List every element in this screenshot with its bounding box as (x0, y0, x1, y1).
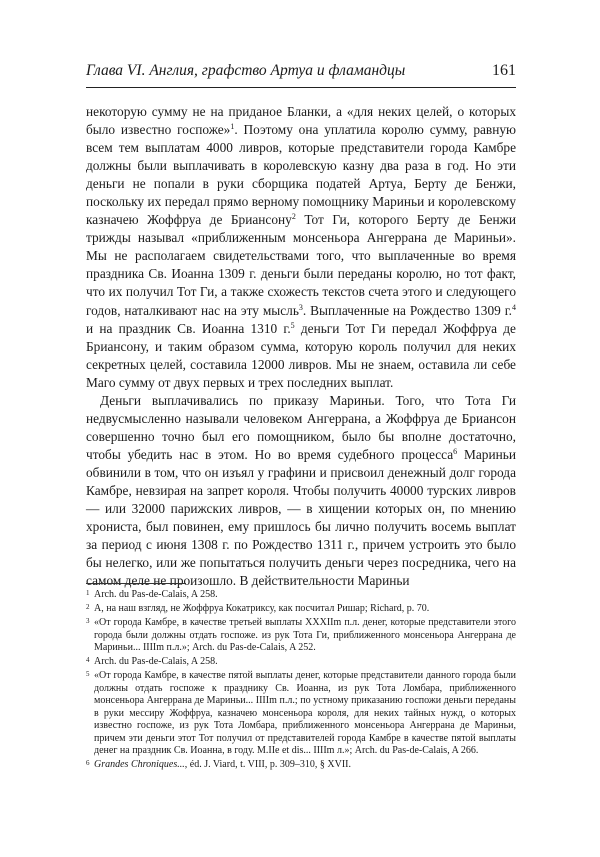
footnote-text: «От города Камбре, в качестве третьей выплаты XXXIIm п.л. денег, которые представители этого города были должны отдать госпоже. из рук Тота Ги, приближенного монсеньора Ангеррана де Мариньи... IIIIm п.л.»; Arch. du Pas-de-Calais, A 252. (94, 617, 516, 653)
text-run: деньги Тот Ги передал Жоффруа де Бриансону, и таким образом сумма, которую король получил для неких секретных целей, составила 12000 ливров. Мы не знаем, оставила ли себе Маго сумму от двух первых и трех последних выплат. (86, 320, 516, 390)
footnote-text: Arch. du Pas-de-Calais, A 258. (94, 589, 218, 600)
footnote-number: 4 (86, 656, 90, 664)
footnote-ref[interactable]: 6 (453, 446, 458, 456)
footnote (86, 670, 516, 758)
chapter-title: Глава VI. Англия, графство Артуа и фламандцы (86, 62, 406, 79)
footnote-number: 1 (86, 589, 90, 597)
main-text (86, 103, 516, 590)
footnote-text: А, на наш взгляд, не Жоффруа Кокатриксу, как посчитал Ришар; Richard, p. 70. (94, 603, 430, 614)
footnote (86, 589, 516, 602)
footnote-ref[interactable]: 5 (290, 320, 295, 330)
text-run: Деньги выплачивались по приказу Мариньи. Того, что Тота Ги недвусмысленно называли человеком Ангеррана, а Жоффруа де Бриансон совершенно точно был его помощником, было бы вполне достаточно, чтобы убедить нас в этом. Но во время судебного процесса (86, 392, 516, 462)
paragraph (86, 103, 516, 392)
paragraph (86, 392, 516, 591)
footnotes (86, 589, 516, 773)
footnote-text: «От города Камбре, в качестве пятой выплаты денег, которые представители данного города были должны отдать госпоже к празднику Св. Иоанна, из рук Тота Ломбара, приближенного монсеньора Ангеррана де Мариньи... IIIIm п.л.; по устному приказанию госпожи деньги переданы в руки мессиру Жоффруа, казначею монсеньора короля, для неких тайных нужд, о которых известно госпоже, из рук Тота Ломбара, приближенного монсеньора Ангеррана де Мариньи, причем эти деньги этот Тот получил от представителей города Камбре в качестве пятой выплаты денег на праздник Св. Иоанна, в году. M.IIe et dis... IIIIm л.»; Arch. du Pas-de-Calais, A 266. (94, 670, 516, 756)
text-run: и на праздник Св. Иоанна 1310 г. (86, 320, 291, 336)
footnote-text: Arch. du Pas-de-Calais, A 258. (94, 656, 218, 667)
footnote-ref[interactable]: 2 (291, 212, 296, 222)
footnote-number: 6 (86, 759, 90, 767)
footnote (86, 759, 516, 772)
header-rule (86, 87, 516, 88)
footnote (86, 656, 516, 669)
footnote (86, 617, 516, 655)
footnote-text-rest: , éd. J. Viard, t. VIII, p. 309–310, § XVII. (184, 759, 351, 770)
footnote-number: 5 (86, 670, 90, 678)
text-run: некоторую сумму не на приданое Бланки, а «для неких целей, о которых было известно госпоже» (86, 104, 516, 138)
footnote-text (94, 759, 516, 772)
text-run: . Поэтому она уплатила королю сумму, равную всем тем выплатам 4000 ливров, которые представители города Камбре должны были выплачивать в королевскую казну два раза в год. Но эти деньги не попали в руки сборщика податей Артуа, Берту де Бенжи, поскольку их передал прямо верному помощнику Мариньи и королевскому казначею Жоффруа де Бриансону (86, 122, 516, 228)
footnote-number: 3 (86, 617, 90, 625)
footnote (86, 603, 516, 616)
text-run: . Выплаченные на Рождество 1309 г. (302, 302, 512, 318)
footnote-ref[interactable]: 1 (230, 122, 235, 132)
work-title: Grandes Chroniques... (94, 759, 185, 770)
running-header (86, 62, 516, 80)
page-number: 161 (492, 62, 516, 79)
text-run: Тот Ги, которого Берту де Бенжи трижды называл «приближенным монсеньора Ангеррана де Мариньи». Мы не располагаем свидетельствами того, что выплаченные во время праздника Св. Иоанна 1309 г. деньги были переданы королю, но тот факт, что их получил Тот Ги, а также схожесть текстов счета этого и следующего годов, наталкивают нас на эту мысль (86, 212, 516, 318)
footnote-number: 2 (86, 603, 90, 611)
text-run: Мариньи обвинили в том, что он изъял у графини и присвоил денежный долг города Камбре, невзирая на запрет короля. Чтобы получить 40000 турских ливров — или 32000 парижских ливров, — в хищении которых он, по мнению хрониста, был повинен, ему пришлось бы лично получить восемь выплат за период с июня 1308 г. по Рождество 1311 г., причем устроить это было бы нелегко, или же попытаться получить деньги через посредника, чего на самом деле не произошло. В действительности Мариньи (86, 446, 516, 589)
footnote-ref[interactable]: 3 (298, 302, 303, 312)
footnote-ref[interactable]: 4 (512, 302, 516, 312)
footnote-rule (86, 583, 186, 584)
